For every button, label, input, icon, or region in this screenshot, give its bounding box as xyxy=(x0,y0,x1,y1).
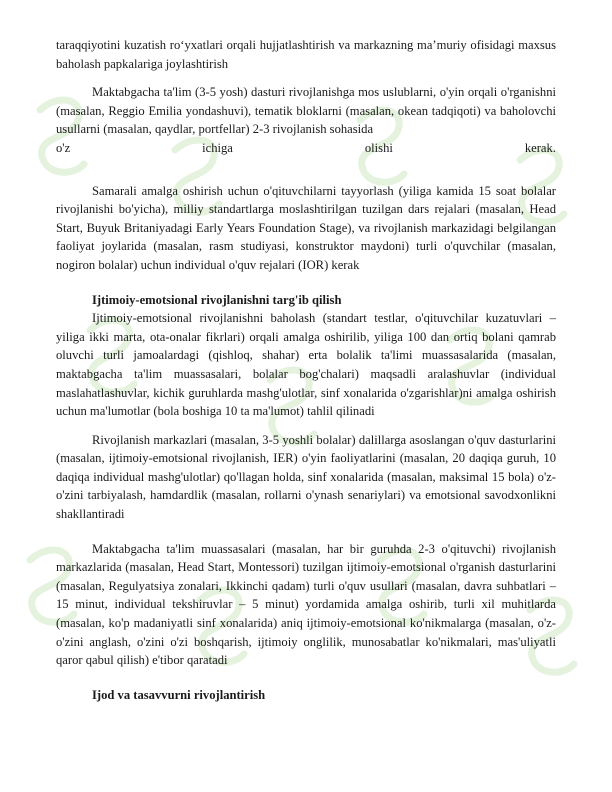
document-body xyxy=(56,36,556,704)
paragraph-preschool-programs: Maktabgacha ta'lim muassasalari (masalan, har bir guruhda 2-3 o'qituvchi) rivojlanish markazlarida (masalan, Head Start, Montessori) tuzilgan ijtimoiy-emotsional o'rganish dasturlarini (masalan, Regulyatsiya zonalari, Ikkinchi qadam) turli o'quv usullari (masalan, davra suhbatlari – 15 minut, individual tekshiruvlar – 5 minut) yordamida amalga oshirib, turli xil muhitlarda (masalan, ko'p madaniyatli sinf xonalarida) aniq ijtimoiy-emotsional ko'nikmalarga (masalan, o'z-o'zini anglash, o'zini o'zi boshqarish, ijtimoiy onglilik, munosabatlar ko'nikmalari, mas'uliyatli qaror qabul qilish) e'tibor qaratadi xyxy=(56,541,556,668)
section-heading-social-emotional: Ijtimoiy-emotsional rivojlanishni targ'ib qilish xyxy=(92,292,342,307)
paragraph-development-centers: Rivojlanish markazlari (masalan, 3-5 yoshli bolalar) dalillarga asoslangan o'quv dasturlarini (masalan, ijtimoiy-emotsional rivojlanish, IER) o'yin faoliyatlarini (masalan, 20 daqiqa guruh, 10 daqiqa individual mashg'ulotlar) qo'llagan holda, sinf xonalarida (masalan, maksimal 15 bola) o'z-o'zini tarbiyalash, hamdardlik (masalan, rollarni o'ynash senariylari) va emotsional savodxonlikni shakllantiradi xyxy=(56,432,556,522)
spacer xyxy=(56,73,556,83)
spacer xyxy=(56,275,556,291)
spacer xyxy=(56,158,556,182)
spacer xyxy=(56,421,556,431)
word: ichiga xyxy=(202,140,233,155)
word: o'z xyxy=(56,140,71,155)
paragraph-curriculum: Maktabgacha ta'lim (3-5 yosh) dasturi rivojlanishga mos uslublarni, o'yin orqali o'rganishni (masalan, Reggio Emilia yondashuvi), tematik bloklarni (masalan, okean tadqiqoti) va baholovchi usullarni (masalan, qaydlar, portfellar) 2-3 rivojlanish sohasida xyxy=(56,85,556,137)
spacer xyxy=(56,670,556,686)
paragraph-continuation: taraqqiyotini kuzatish ro‘yxatlari orqali hujjatlashtirish va markazning ma’muriy ofisidagi maxsus baholash papkalariga joylashtirish xyxy=(56,38,556,71)
word: olishi xyxy=(364,140,393,155)
section-heading-creativity: Ijod va tasavvurni rivojlantirish xyxy=(92,687,266,702)
paragraph-curriculum-last-line xyxy=(56,139,556,158)
paragraph-assessment: Ijtimoiy-emotsional rivojlanishni baholash (standart testlar, o'qituvchilar kuzatuvlari – yiliga ikki marta, ota-onalar fikrlari) orqali amalga oshirilib, yiliga 100 dan ortiq bolani qamrab oluvchi turli jamoalardagi (qishloq, shahar) erta bolalik ta'limi muassasalarida (masalan, maktabgacha ta'lim muassasalari, bolalar bog'chalari) maqsadli aralashuvlar (individual maslahatlashuvlar, kichik guruhlarda mashg'ulotlar, sinf xonalarida o'zgarishlar)ni amalga oshirish uchun ma'lumotlar (bola boshiga 10 ta ma'lumot) tahlil qilinadi xyxy=(56,311,556,419)
paragraph-teacher-training: Samarali amalga oshirish uchun o'qituvchilarni tayyorlash (yiliga kamida 15 soat bolalar rivojlanishi bo'yicha), milliy standartlarga moslashtirilgan tuzilgan dars rejalari (masalan, Head Start, Buyuk Britaniyadagi Early Years Foundation Stage), va rivojlanish markazidagi belgilangan faoliyat joylarida (masalan, rasm studiyasi, konstruktor maydoni) turli o'quvchilar (masalan, nogiron bolalar) uchun individual o'quv rejalari (IOR) kerak xyxy=(56,183,556,272)
spacer xyxy=(56,524,556,540)
word: kerak. xyxy=(524,140,556,155)
